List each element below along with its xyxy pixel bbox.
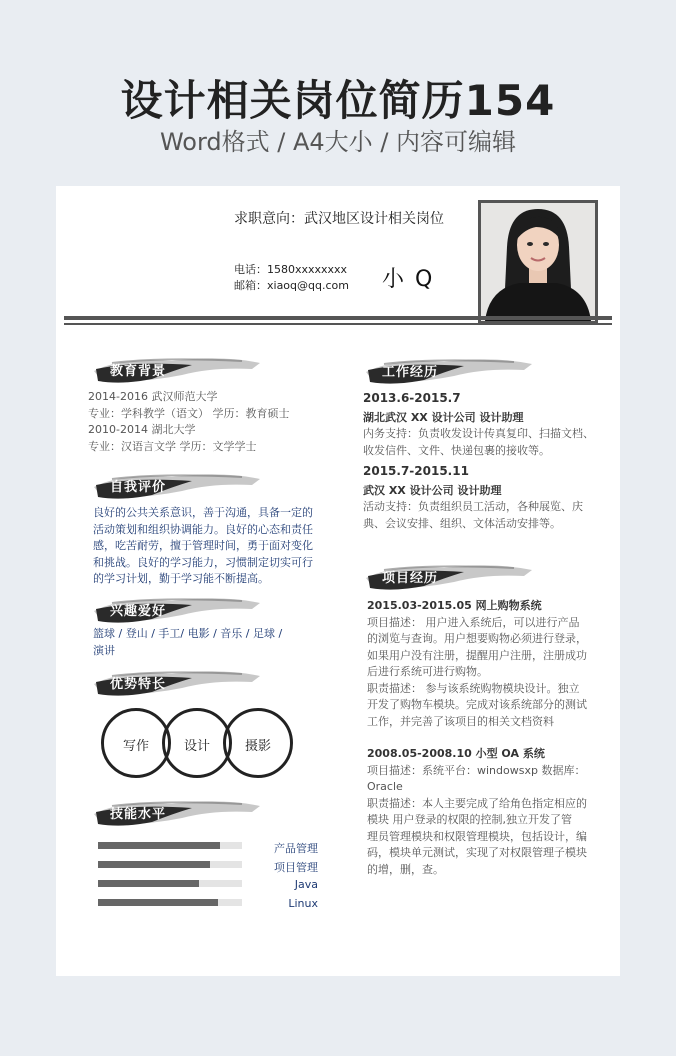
email-text: 邮箱：xiaoq@qq.com <box>234 279 349 292</box>
section-title: 项目经历 <box>382 571 439 586</box>
section-heading-self-eval <box>92 465 262 505</box>
project-line: Oracle <box>367 780 403 793</box>
project-line: 项目描述： 用户进入系统后，可以进行产品 <box>367 615 580 629</box>
project-line: 的浏览与查询。用户想要购物必须进行登录， <box>367 632 587 645</box>
strength-circle <box>162 708 232 778</box>
project-line: 开发了购物车模块。完成对该系统部分的测试 <box>367 698 587 711</box>
phone-text: 电话：1580xxxxxxxx <box>234 263 348 276</box>
section-heading-hobbies <box>92 589 262 629</box>
strength-label: 摄影 <box>244 739 271 754</box>
project-line: 码，模块单元测试，实现了对权限管理子模块 <box>367 846 587 859</box>
project-heading: 2015.03-2015.05 网上购物系统 <box>367 599 542 612</box>
strength-label: 设计 <box>183 739 210 754</box>
skill-bar-fill <box>98 842 220 849</box>
job-period: 2013.6-2015.7 <box>363 391 461 405</box>
job-line: 典、会议安排、组织、文体活动安排等。 <box>363 516 561 530</box>
self-eval-line: 的学习计划，勤于学习能不断提高。 <box>93 572 269 585</box>
project-line: 职责描述： 参与该系统购物模块设计。独立 <box>367 681 580 695</box>
section-title: 工作经历 <box>382 365 439 380</box>
project-line: 后进行系统可进行购物。 <box>367 665 488 678</box>
education-line: 专业：汉语言文学 学历：文学学士 <box>88 439 257 453</box>
work-list <box>363 390 594 532</box>
contact-info <box>234 262 349 294</box>
strength-circle <box>223 708 293 778</box>
resume-sheet <box>56 186 620 976</box>
project-line: 理员管理模块和权限管理模块，包括设计，编 <box>367 829 587 843</box>
project-line: 职责描述：本人主要完成了给角色指定相应的 <box>367 796 587 810</box>
education-line: 2010-2014 湖北大学 <box>88 423 196 436</box>
self-eval-line: 活动策划和组织协调能力。良好的心态和责任 <box>93 522 313 536</box>
job-entry <box>363 463 594 532</box>
education-list <box>88 389 290 455</box>
candidate-name: 小 Q <box>382 267 435 292</box>
self-eval-text <box>93 505 313 588</box>
job-intent: 求职意向：武汉地区设计相关岗位 <box>234 211 444 227</box>
section-title: 优势特长 <box>110 677 167 692</box>
project-line: 如果用户没有注册，提醒用户注册，注册成功 <box>367 648 587 662</box>
header-divider-thin <box>64 323 612 325</box>
section-heading-work <box>364 350 534 390</box>
section-heading-skills <box>92 792 262 832</box>
hobbies-line: 篮球 / 登山 / 手工/ 电影 / 音乐 / 足球 / <box>93 627 283 640</box>
job-period: 2015.7-2015.11 <box>363 464 469 478</box>
section-title: 教育背景 <box>110 364 167 379</box>
section-heading-strengths <box>92 662 262 702</box>
job-line: 内务支持：负责收发设计传真复印、扫描文档、 <box>363 427 594 440</box>
header-divider-thick <box>64 316 612 320</box>
self-eval-line: 良好的公共关系意识，善于沟通，具备一定的 <box>93 506 313 519</box>
hobbies-line: 演讲 <box>93 643 115 657</box>
job-line: 收发信件、文件、快递包裹的接收等。 <box>363 443 550 457</box>
skill-label: Linux <box>288 897 318 910</box>
job-line: 活动支持：负责组织员工活动，各种展览、庆 <box>363 500 583 513</box>
skill-label: Java <box>294 878 318 891</box>
page-subtitle: Word格式 / A4大小 / 内容可编辑 <box>159 128 517 156</box>
profile-photo <box>478 200 598 324</box>
hobbies-text <box>93 626 282 659</box>
section-heading-education <box>92 349 262 389</box>
project-heading: 2008.05-2008.10 小型 OA 系统 <box>367 747 545 760</box>
self-eval-line: 和挑战。良好的学习能力，习惯制定切实可行 <box>93 555 313 569</box>
education-line: 专业：学科教学（语文） 学历：教育硕士 <box>88 406 290 420</box>
job-entry <box>363 390 594 459</box>
section-title: 自我评价 <box>110 480 167 495</box>
section-title: 技能水平 <box>110 807 167 822</box>
project-list <box>367 598 587 878</box>
skill-label: 项目管理 <box>274 861 318 874</box>
section-heading-projects <box>364 556 534 596</box>
project-line: 的增，删，查。 <box>367 862 444 876</box>
skill-bar-fill <box>98 861 210 868</box>
skill-label: 产品管理 <box>274 842 318 855</box>
project-entry <box>367 598 587 730</box>
self-eval-line: 感，吃苦耐劳，擅于管理时间，勇于面对变化 <box>93 539 313 552</box>
skill-bar-fill <box>98 880 199 887</box>
job-heading: 湖北武汉 XX 设计公司 设计助理 <box>363 410 524 424</box>
project-line: 项目描述：系统平台：windowsxp 数据库： <box>367 763 586 777</box>
strength-circle <box>101 708 171 778</box>
portrait-image <box>481 203 595 321</box>
page-title: 设计相关岗位简历154 <box>120 76 556 125</box>
skill-bar-fill <box>98 899 218 906</box>
project-line: 工作，并完善了该项目的相关文档资料 <box>367 714 554 728</box>
project-line: 模块 用户登录的权限的控制,独立开发了管 <box>367 813 572 826</box>
job-heading: 武汉 XX 设计公司 设计助理 <box>363 483 502 497</box>
strength-label: 写作 <box>122 739 149 754</box>
education-line: 2014-2016 武汉师范大学 <box>88 390 218 403</box>
project-entry <box>367 746 587 878</box>
section-title: 兴趣爱好 <box>110 604 167 619</box>
